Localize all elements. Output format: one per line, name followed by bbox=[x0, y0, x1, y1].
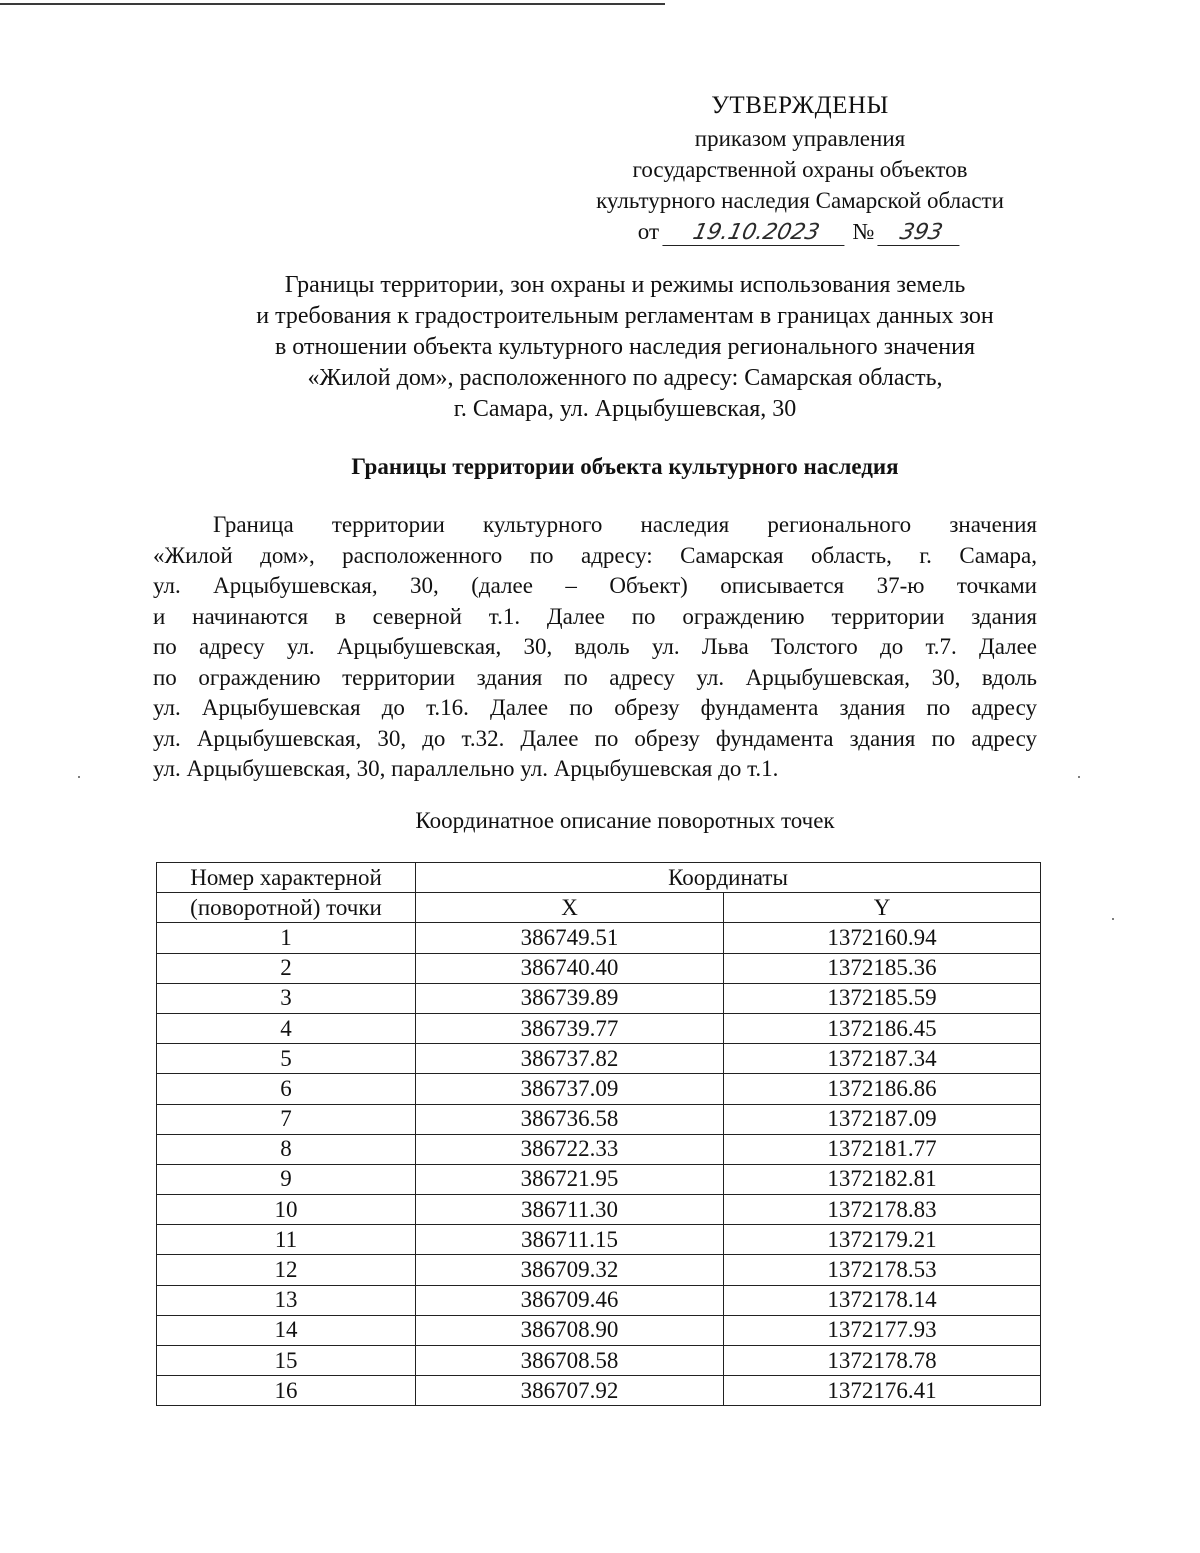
table-subheader-row bbox=[157, 893, 1041, 923]
approval-heading: УТВЕРЖДЕНЫ bbox=[711, 92, 889, 119]
x-coordinate-cell: 386739.77 bbox=[416, 1013, 724, 1043]
paragraph-line-3: ул. Арцыбушевская, 30, (далее – Объект) описывается 37-ю точками bbox=[153, 573, 1037, 598]
title-line-3: в отношении объекта культурного наследия регионального значения bbox=[274, 334, 976, 360]
x-coordinate-cell: 386711.15 bbox=[416, 1225, 724, 1255]
y-coordinate-cell: 1372186.45 bbox=[724, 1013, 1041, 1043]
table-row bbox=[157, 1195, 1041, 1225]
x-coordinate-cell: 386737.09 bbox=[416, 1074, 724, 1104]
y-coordinate-cell: 1372179.21 bbox=[724, 1225, 1041, 1255]
number-prefix: № bbox=[852, 219, 875, 244]
point-number-cell: 7 bbox=[157, 1104, 416, 1134]
y-coordinate-cell: 1372178.53 bbox=[724, 1255, 1041, 1285]
title-line-2: и требования к градостроительным регламентам в границах данных зон bbox=[256, 303, 994, 329]
point-number-cell: 16 bbox=[157, 1376, 416, 1406]
coordinates-table-body bbox=[157, 923, 1041, 1406]
table-header-row bbox=[157, 863, 1041, 893]
paragraph-line-8: ул. Арцыбушевская, 30, до т.32. Далее по обрезу фундамента здания по адресу bbox=[153, 725, 1037, 751]
x-coordinate-cell: 386737.82 bbox=[416, 1044, 724, 1074]
point-number-cell: 9 bbox=[157, 1164, 416, 1194]
point-number-cell: 10 bbox=[157, 1195, 416, 1225]
paragraph-line-1: Граница территории культурного наследия регионального значения bbox=[213, 512, 1037, 537]
x-coordinate-cell: 386749.51 bbox=[416, 923, 724, 953]
handwritten-date: 19.10.2023 bbox=[662, 221, 849, 246]
header-y: Y bbox=[724, 893, 1041, 923]
y-coordinate-cell: 1372178.83 bbox=[724, 1195, 1041, 1225]
point-number-cell: 12 bbox=[157, 1255, 416, 1285]
scan-speck bbox=[1112, 918, 1114, 920]
table-row bbox=[157, 1044, 1041, 1074]
table-row bbox=[157, 1134, 1041, 1164]
table-row bbox=[157, 1346, 1041, 1376]
table-row bbox=[157, 1074, 1041, 1104]
x-coordinate-cell: 386740.40 bbox=[416, 953, 724, 983]
scan-speck bbox=[78, 776, 80, 778]
table-row bbox=[157, 1164, 1041, 1194]
y-coordinate-cell: 1372177.93 bbox=[724, 1315, 1041, 1345]
y-coordinate-cell: 1372178.78 bbox=[724, 1346, 1041, 1376]
table-caption: Координатное описание поворотных точек bbox=[415, 808, 835, 833]
title-line-5: г. Самара, ул. Арцыбушевская, 30 bbox=[453, 396, 797, 422]
approval-line-2: государственной охраны объектов bbox=[632, 157, 968, 182]
table-row bbox=[157, 953, 1041, 983]
header-point-number: Номер характерной bbox=[157, 863, 416, 893]
boundary-description bbox=[153, 510, 1037, 785]
header-point-number-cont: (поворотной) точки bbox=[157, 893, 416, 923]
approval-line-1: приказом управления bbox=[694, 126, 906, 151]
point-number-cell: 1 bbox=[157, 923, 416, 953]
paragraph-line-9: ул. Арцыбушевская, 30, параллельно ул. Арцыбушевская до т.1. bbox=[153, 756, 779, 781]
x-coordinate-cell: 386736.58 bbox=[416, 1104, 724, 1134]
scan-speck bbox=[1078, 776, 1080, 778]
title-line-1: Границы территории, зон охраны и режимы использования земель bbox=[284, 272, 966, 298]
y-coordinate-cell: 1372176.41 bbox=[724, 1376, 1041, 1406]
x-coordinate-cell: 386711.30 bbox=[416, 1195, 724, 1225]
point-number-cell: 5 bbox=[157, 1044, 416, 1074]
x-coordinate-cell: 386708.58 bbox=[416, 1346, 724, 1376]
table-row bbox=[157, 1376, 1041, 1406]
x-coordinate-cell: 386708.90 bbox=[416, 1315, 724, 1345]
y-coordinate-cell: 1372160.94 bbox=[724, 923, 1041, 953]
point-number-cell: 14 bbox=[157, 1315, 416, 1345]
point-number-cell: 3 bbox=[157, 983, 416, 1013]
approval-block bbox=[560, 90, 1040, 247]
table-row bbox=[157, 1255, 1041, 1285]
x-coordinate-cell: 386739.89 bbox=[416, 983, 724, 1013]
y-coordinate-cell: 1372185.36 bbox=[724, 953, 1041, 983]
y-coordinate-cell: 1372185.59 bbox=[724, 983, 1041, 1013]
point-number-cell: 11 bbox=[157, 1225, 416, 1255]
title-line-4: «Жилой дом», расположенного по адресу: Самарская область, bbox=[307, 365, 943, 391]
table-row bbox=[157, 1315, 1041, 1345]
section-title: Границы территории объекта культурного наследия bbox=[351, 454, 899, 479]
y-coordinate-cell: 1372182.81 bbox=[724, 1164, 1041, 1194]
table-row bbox=[157, 1285, 1041, 1315]
approval-date-number-line bbox=[560, 216, 1040, 247]
y-coordinate-cell: 1372186.86 bbox=[724, 1074, 1041, 1104]
scan-edge-line bbox=[0, 3, 665, 5]
paragraph-line-5: по адресу ул. Арцыбушевская, 30, вдоль ул. Льва Толстого до т.7. Далее bbox=[153, 634, 1037, 659]
paragraph-line-6: по ограждению территории здания по адресу ул. Арцыбушевская, 30, вдоль bbox=[153, 664, 1037, 690]
document-title bbox=[140, 270, 1110, 425]
point-number-cell: 8 bbox=[157, 1134, 416, 1164]
x-coordinate-cell: 386722.33 bbox=[416, 1134, 724, 1164]
point-number-cell: 2 bbox=[157, 953, 416, 983]
paragraph-line-7: ул. Арцыбушевская до т.16. Далее по обрезу фундамента здания по адресу bbox=[153, 695, 1037, 720]
y-coordinate-cell: 1372178.14 bbox=[724, 1285, 1041, 1315]
paragraph-line-4: и начинаются в северной т.1. Далее по ограждению территории здания bbox=[153, 603, 1037, 629]
table-row bbox=[157, 923, 1041, 953]
header-coordinates: Координаты bbox=[416, 863, 1041, 893]
table-row bbox=[157, 1225, 1041, 1255]
x-coordinate-cell: 386707.92 bbox=[416, 1376, 724, 1406]
x-coordinate-cell: 386709.32 bbox=[416, 1255, 724, 1285]
point-number-cell: 4 bbox=[157, 1013, 416, 1043]
paragraph-line-2: «Жилой дом», расположенного по адресу: Самарская область, г. Самара, bbox=[153, 542, 1037, 568]
point-number-cell: 6 bbox=[157, 1074, 416, 1104]
y-coordinate-cell: 1372187.34 bbox=[724, 1044, 1041, 1074]
y-coordinate-cell: 1372187.09 bbox=[724, 1104, 1041, 1134]
approval-line-3: культурного наследия Самарской области bbox=[596, 188, 1004, 213]
point-number-cell: 15 bbox=[157, 1346, 416, 1376]
table-row bbox=[157, 1013, 1041, 1043]
x-coordinate-cell: 386709.46 bbox=[416, 1285, 724, 1315]
y-coordinate-cell: 1372181.77 bbox=[724, 1134, 1041, 1164]
coordinates-table bbox=[156, 862, 1041, 1406]
header-x: X bbox=[416, 893, 724, 923]
x-coordinate-cell: 386721.95 bbox=[416, 1164, 724, 1194]
table-row bbox=[157, 1104, 1041, 1134]
date-prefix: от bbox=[637, 219, 660, 244]
table-row bbox=[157, 983, 1041, 1013]
point-number-cell: 13 bbox=[157, 1285, 416, 1315]
handwritten-order-number: 393 bbox=[878, 221, 965, 246]
